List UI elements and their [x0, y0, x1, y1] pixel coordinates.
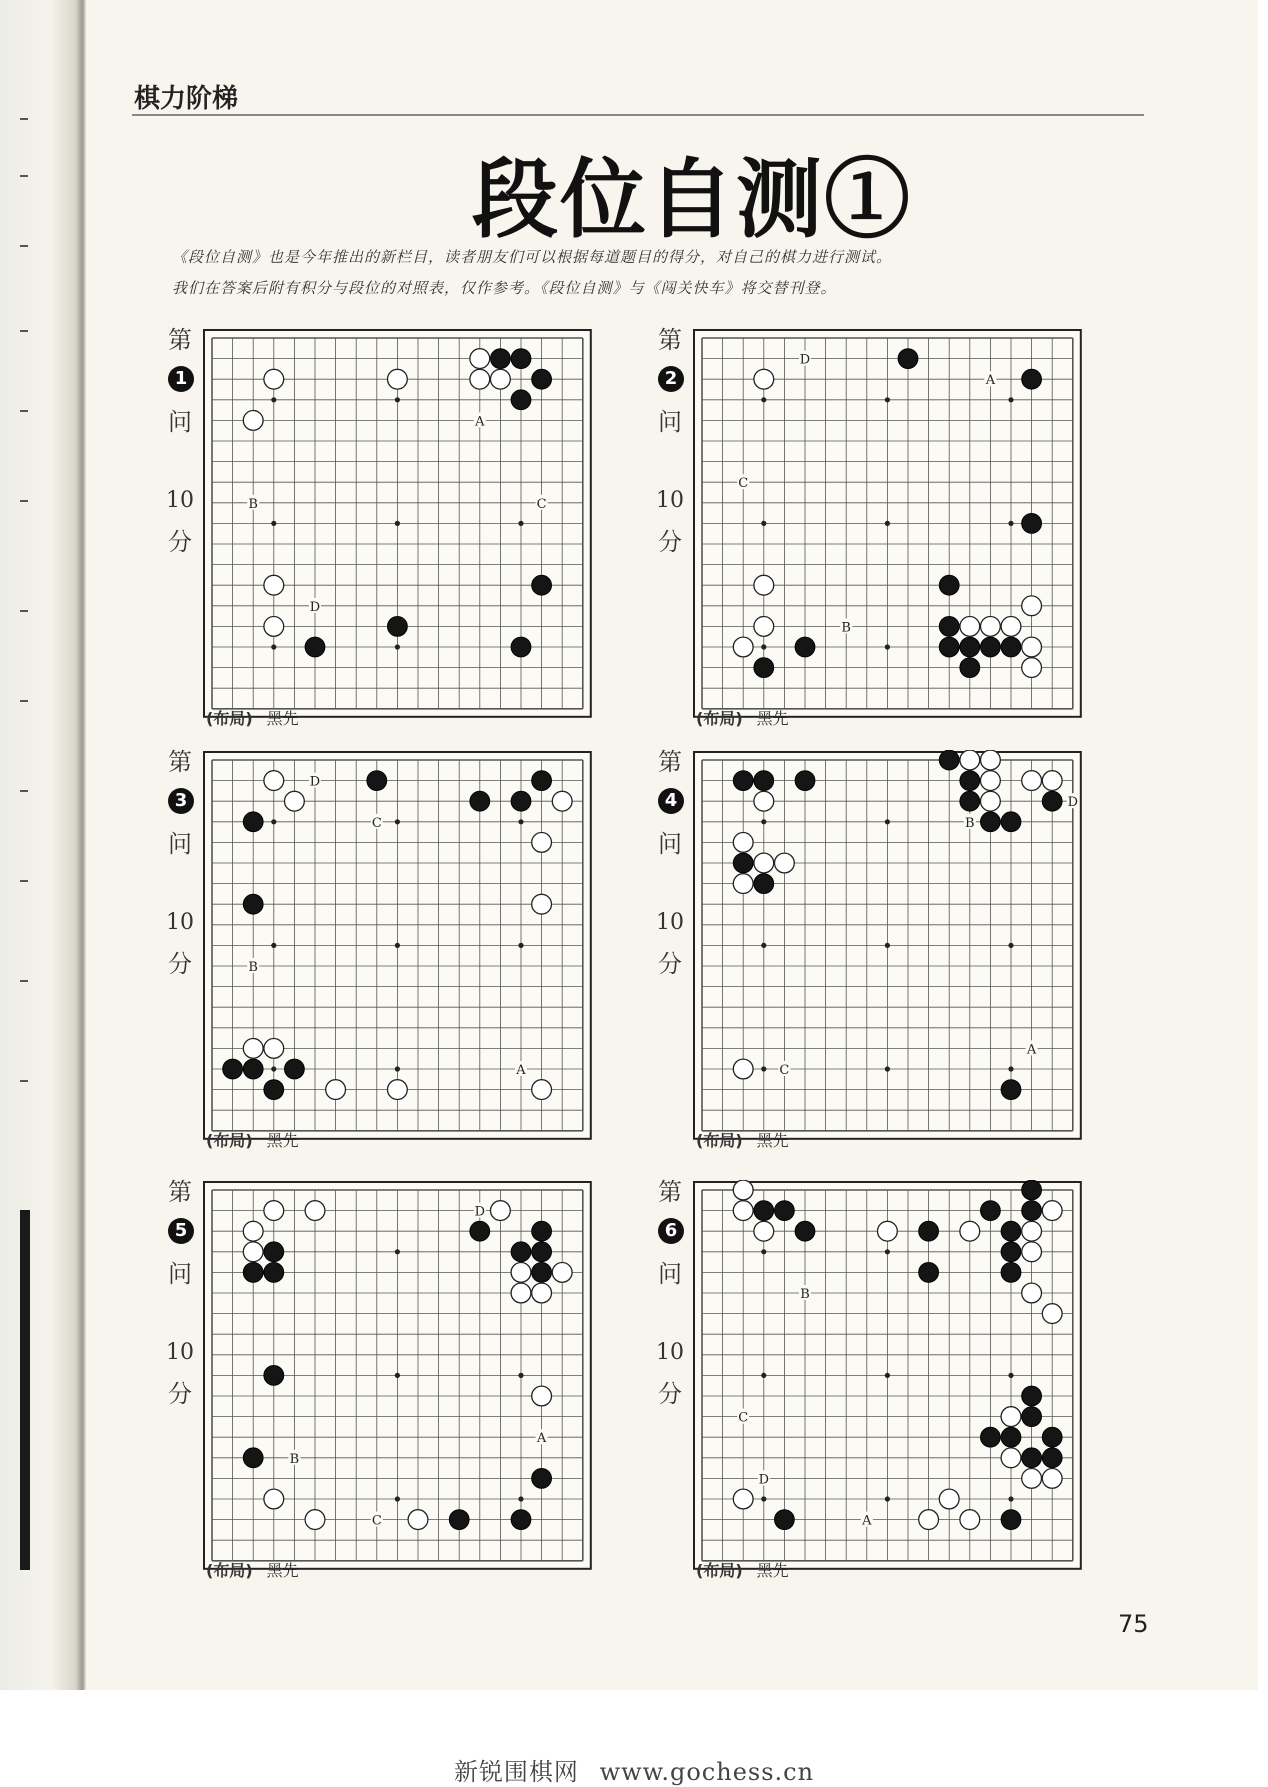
- star-point: [1008, 1066, 1013, 1071]
- intro-line-1: 《段位自测》也是今年推出的新栏目，读者朋友们可以根据每道题目的得分，对自己的棋力进行测试。: [172, 248, 893, 266]
- star-point: [761, 644, 766, 649]
- white-stone: [243, 1039, 263, 1059]
- white-stone: [754, 1221, 774, 1241]
- star-point: [761, 1249, 766, 1254]
- point-mark-c: C: [536, 496, 547, 512]
- instruction-label: 黑先: [756, 1561, 789, 1580]
- black-stone: [532, 1221, 552, 1241]
- white-stone: [1022, 771, 1042, 791]
- point-mark-d: D: [309, 774, 321, 790]
- page-number: 75: [1118, 1610, 1149, 1638]
- black-stone: [939, 575, 959, 595]
- star-point: [518, 819, 523, 824]
- white-stone: [1001, 1407, 1021, 1427]
- white-stone: [981, 771, 1001, 791]
- white-stone: [285, 791, 305, 811]
- black-stone: [898, 349, 918, 369]
- black-stone: [1022, 1386, 1042, 1406]
- problem-caption: [696, 1128, 789, 1151]
- problem-number-badge: 6: [658, 1218, 684, 1244]
- label-di: 第: [658, 748, 682, 776]
- white-stone: [754, 575, 774, 595]
- white-stone: [1022, 1283, 1042, 1303]
- instruction-label: 黑先: [756, 709, 789, 728]
- black-stone: [243, 1448, 263, 1468]
- white-stone: [733, 1201, 753, 1221]
- black-stone: [305, 637, 325, 657]
- problem-caption: [206, 1558, 299, 1581]
- black-stone: [243, 1263, 263, 1283]
- star-point: [395, 819, 400, 824]
- problem-caption: [206, 706, 299, 729]
- problem-5: [158, 1180, 658, 1580]
- star-point: [518, 521, 523, 526]
- category-label: (布局): [696, 709, 743, 728]
- white-stone: [326, 1080, 346, 1100]
- white-stone: [733, 1059, 753, 1079]
- label-fen: 分: [658, 950, 682, 978]
- white-stone: [981, 617, 1001, 637]
- problem-6: [648, 1180, 1148, 1580]
- black-stone: [264, 1366, 284, 1386]
- black-stone: [243, 1059, 263, 1079]
- white-stone: [960, 617, 980, 637]
- star-point: [518, 943, 523, 948]
- white-stone: [388, 369, 408, 389]
- black-stone: [919, 1263, 939, 1283]
- black-stone: [1022, 1180, 1042, 1200]
- label-fen: 分: [658, 528, 682, 556]
- white-stone: [981, 791, 1001, 811]
- white-stone: [264, 1039, 284, 1059]
- black-stone: [1001, 1080, 1021, 1100]
- black-stone: [367, 771, 387, 791]
- black-stone: [960, 771, 980, 791]
- white-stone: [264, 617, 284, 637]
- problem-3: [158, 750, 658, 1150]
- star-point: [395, 644, 400, 649]
- black-stone: [939, 750, 959, 770]
- white-stone: [1001, 617, 1021, 637]
- star-point: [1008, 521, 1013, 526]
- white-stone: [532, 1283, 552, 1303]
- label-wen: 问: [658, 408, 682, 436]
- instruction-label: 黑先: [266, 709, 299, 728]
- star-point: [395, 1066, 400, 1071]
- black-stone: [511, 791, 531, 811]
- star-point: [761, 943, 766, 948]
- black-stone: [1022, 1448, 1042, 1468]
- white-stone: [243, 1242, 263, 1262]
- white-stone: [532, 833, 552, 853]
- white-stone: [264, 771, 284, 791]
- black-stone: [470, 1221, 490, 1241]
- page-title: 段位自测①: [472, 149, 912, 250]
- label-fen: 分: [658, 1380, 682, 1408]
- star-point: [271, 521, 276, 526]
- label-di: 第: [168, 1178, 192, 1206]
- black-stone: [754, 771, 774, 791]
- white-stone: [1042, 771, 1062, 791]
- problem-number-badge: 3: [168, 788, 194, 814]
- white-stone: [1042, 1201, 1062, 1221]
- white-stone: [1022, 658, 1042, 678]
- star-point: [271, 644, 276, 649]
- label-di: 第: [168, 748, 192, 776]
- star-point: [395, 397, 400, 402]
- white-stone: [264, 575, 284, 595]
- black-stone: [754, 1201, 774, 1221]
- black-stone: [532, 1469, 552, 1489]
- go-board[interactable]: [202, 750, 609, 1141]
- black-stone: [1022, 1407, 1042, 1427]
- black-stone: [243, 894, 263, 914]
- star-point: [1008, 397, 1013, 402]
- problem-1: [158, 328, 658, 728]
- section-title: 棋力阶梯: [134, 84, 239, 114]
- black-stone: [1001, 1242, 1021, 1262]
- problem-number-badge: 4: [658, 788, 684, 814]
- black-stone: [1042, 791, 1062, 811]
- white-stone: [1022, 596, 1042, 616]
- star-point: [518, 1373, 523, 1378]
- white-stone: [1022, 1469, 1042, 1489]
- point-mark-b: B: [289, 1451, 300, 1467]
- points-value: 10: [656, 910, 684, 935]
- black-stone: [264, 1263, 284, 1283]
- point-mark-d: D: [309, 599, 321, 615]
- point-mark-c: C: [371, 815, 382, 831]
- go-board[interactable]: [692, 750, 1099, 1141]
- white-stone: [264, 369, 284, 389]
- black-stone: [1001, 1263, 1021, 1283]
- black-stone: [243, 812, 263, 832]
- black-stone: [1001, 1510, 1021, 1530]
- point-mark-b: B: [248, 959, 258, 975]
- point-mark-a: A: [985, 373, 996, 389]
- star-point: [395, 943, 400, 948]
- white-stone: [878, 1221, 898, 1241]
- instruction-label: 黑先: [756, 1131, 789, 1150]
- label-fen: 分: [168, 950, 192, 978]
- watermark-url: www.gochess.cn: [599, 1758, 815, 1786]
- go-board[interactable]: [692, 328, 1099, 719]
- black-stone: [733, 853, 753, 873]
- point-mark-c: C: [738, 476, 749, 492]
- white-stone: [754, 617, 774, 637]
- black-stone: [939, 637, 959, 657]
- black-stone: [532, 771, 552, 791]
- black-stone: [960, 637, 980, 657]
- black-stone: [532, 369, 552, 389]
- points-value: 10: [656, 488, 684, 513]
- black-stone: [470, 791, 490, 811]
- black-stone: [1042, 1448, 1062, 1468]
- black-stone: [511, 1510, 531, 1530]
- point-mark-d: D: [1067, 795, 1079, 811]
- white-stone: [775, 853, 795, 873]
- white-stone: [408, 1510, 428, 1530]
- problem-caption: [206, 1128, 299, 1151]
- black-stone: [981, 637, 1001, 657]
- black-stone: [1001, 637, 1021, 657]
- label-fen: 分: [168, 528, 192, 556]
- black-stone: [1001, 1221, 1021, 1241]
- point-mark-a: A: [1026, 1042, 1037, 1058]
- white-stone: [960, 1510, 980, 1530]
- problem-caption: [696, 1558, 789, 1581]
- black-stone: [1001, 1427, 1021, 1447]
- white-stone: [264, 1201, 284, 1221]
- instruction-label: 黑先: [266, 1561, 299, 1580]
- white-stone: [733, 833, 753, 853]
- black-stone: [733, 771, 753, 791]
- point-mark-b: B: [800, 1286, 810, 1302]
- white-stone: [919, 1510, 939, 1530]
- black-stone: [1022, 1201, 1042, 1221]
- point-mark-c: C: [738, 1410, 749, 1426]
- star-point: [1008, 1373, 1013, 1378]
- white-stone: [532, 894, 552, 914]
- book-spine: [0, 0, 86, 1690]
- point-mark-d: D: [758, 1472, 770, 1488]
- star-point: [885, 819, 890, 824]
- black-stone: [919, 1221, 939, 1241]
- watermark-site-name: 新锐围棋网: [453, 1758, 579, 1786]
- black-stone: [795, 637, 815, 657]
- label-wen: 问: [658, 1260, 682, 1288]
- star-point: [885, 1496, 890, 1501]
- white-stone: [511, 1263, 531, 1283]
- white-stone: [511, 1283, 531, 1303]
- star-point: [395, 1496, 400, 1501]
- white-stone: [754, 369, 774, 389]
- black-stone: [223, 1059, 243, 1079]
- black-stone: [285, 1059, 305, 1079]
- star-point: [395, 521, 400, 526]
- label-wen: 问: [168, 1260, 192, 1288]
- label-fen: 分: [168, 1380, 192, 1408]
- black-stone: [511, 349, 531, 369]
- white-stone: [981, 750, 1001, 770]
- white-stone: [491, 369, 511, 389]
- star-point: [761, 521, 766, 526]
- star-point: [885, 644, 890, 649]
- white-stone: [960, 1221, 980, 1241]
- white-stone: [305, 1510, 325, 1530]
- black-stone: [491, 349, 511, 369]
- black-stone: [981, 812, 1001, 832]
- point-mark-a: A: [475, 414, 485, 430]
- label-wen: 问: [168, 830, 192, 858]
- black-stone: [775, 1510, 795, 1530]
- points-value: 10: [166, 1340, 194, 1365]
- go-board[interactable]: [692, 1180, 1099, 1571]
- white-stone: [754, 791, 774, 811]
- white-stone: [1022, 1242, 1042, 1262]
- points-value: 10: [656, 1340, 684, 1365]
- category-label: (布局): [206, 709, 253, 728]
- white-stone: [1001, 1448, 1021, 1468]
- white-stone: [733, 637, 753, 657]
- star-point: [1008, 1496, 1013, 1501]
- problem-4: [648, 750, 1148, 1150]
- black-stone: [511, 637, 531, 657]
- white-stone: [532, 1386, 552, 1406]
- star-point: [395, 1249, 400, 1254]
- star-point: [761, 1373, 766, 1378]
- black-stone: [939, 617, 959, 637]
- white-stone: [305, 1201, 325, 1221]
- star-point: [885, 943, 890, 948]
- go-board[interactable]: [202, 328, 609, 719]
- black-stone: [775, 1201, 795, 1221]
- black-stone: [960, 791, 980, 811]
- white-stone: [552, 1263, 572, 1283]
- star-point: [885, 1373, 890, 1378]
- white-stone: [243, 411, 263, 431]
- black-stone: [1022, 369, 1042, 389]
- black-stone: [795, 1221, 815, 1241]
- label-di: 第: [168, 326, 192, 354]
- black-stone: [981, 1427, 1001, 1447]
- black-stone: [1022, 514, 1042, 534]
- category-label: (布局): [206, 1561, 253, 1580]
- black-stone: [532, 575, 552, 595]
- white-stone: [733, 1489, 753, 1509]
- white-stone: [532, 1080, 552, 1100]
- star-point: [271, 943, 276, 948]
- white-stone: [1022, 637, 1042, 657]
- star-point: [271, 819, 276, 824]
- point-mark-a: A: [862, 1513, 872, 1529]
- white-stone: [491, 1201, 511, 1221]
- go-board[interactable]: [202, 1180, 609, 1571]
- header-divider: [132, 114, 1144, 116]
- black-stone: [795, 771, 815, 791]
- black-stone: [981, 1201, 1001, 1221]
- star-point: [885, 1066, 890, 1071]
- points-value: 10: [166, 488, 194, 513]
- label-di: 第: [658, 1178, 682, 1206]
- category-label: (布局): [696, 1561, 743, 1580]
- white-stone: [754, 853, 774, 873]
- point-mark-d: D: [474, 1204, 486, 1220]
- star-point: [761, 1066, 766, 1071]
- watermark: [0, 1752, 1268, 1787]
- white-stone: [470, 369, 490, 389]
- star-point: [885, 521, 890, 526]
- white-stone: [470, 349, 490, 369]
- problem-number-badge: 1: [168, 366, 194, 392]
- category-label: (布局): [206, 1131, 253, 1150]
- black-stone: [754, 874, 774, 894]
- white-stone: [388, 1080, 408, 1100]
- problem-number-badge: 2: [658, 366, 684, 392]
- star-point: [761, 397, 766, 402]
- star-point: [885, 1249, 890, 1254]
- black-stone: [754, 658, 774, 678]
- label-wen: 问: [168, 408, 192, 436]
- point-mark-b: B: [965, 815, 975, 831]
- category-label: (布局): [696, 1131, 743, 1150]
- white-stone: [733, 1180, 753, 1200]
- white-stone: [243, 1221, 263, 1241]
- white-stone: [1042, 1469, 1062, 1489]
- white-stone: [733, 874, 753, 894]
- white-stone: [552, 791, 572, 811]
- point-mark-b: B: [841, 620, 851, 636]
- intro-line-2: 我们在答案后附有积分与段位的对照表，仅作参考。《段位自测》与《闯关快车》将交替刊登。: [172, 279, 837, 297]
- black-stone: [1042, 1427, 1062, 1447]
- black-stone: [449, 1510, 469, 1530]
- black-stone: [511, 1242, 531, 1262]
- points-value: 10: [166, 910, 194, 935]
- black-stone: [1001, 812, 1021, 832]
- star-point: [1008, 943, 1013, 948]
- instruction-label: 黑先: [266, 1131, 299, 1150]
- white-stone: [1042, 1304, 1062, 1324]
- white-stone: [1022, 1221, 1042, 1241]
- star-point: [518, 1496, 523, 1501]
- black-stone: [532, 1242, 552, 1262]
- black-stone: [264, 1080, 284, 1100]
- star-point: [761, 1496, 766, 1501]
- label-di: 第: [658, 326, 682, 354]
- star-point: [271, 397, 276, 402]
- black-stone: [388, 617, 408, 637]
- black-stone: [511, 390, 531, 410]
- black-stone: [532, 1263, 552, 1283]
- star-point: [271, 1066, 276, 1071]
- label-wen: 问: [658, 830, 682, 858]
- star-point: [761, 819, 766, 824]
- point-mark-c: C: [779, 1062, 790, 1078]
- problem-caption: [696, 706, 789, 729]
- problem-2: [648, 328, 1148, 728]
- black-stone: [264, 1242, 284, 1262]
- point-mark-d: D: [799, 352, 811, 368]
- star-point: [885, 397, 890, 402]
- point-mark-a: A: [516, 1062, 526, 1078]
- point-mark-b: B: [248, 496, 258, 512]
- white-stone: [264, 1489, 284, 1509]
- black-stone: [960, 658, 980, 678]
- star-point: [395, 1373, 400, 1378]
- problem-number-badge: 5: [168, 1218, 194, 1244]
- white-stone: [939, 1489, 959, 1509]
- white-stone: [960, 750, 980, 770]
- point-mark-c: C: [371, 1513, 382, 1529]
- point-mark-a: A: [536, 1431, 547, 1447]
